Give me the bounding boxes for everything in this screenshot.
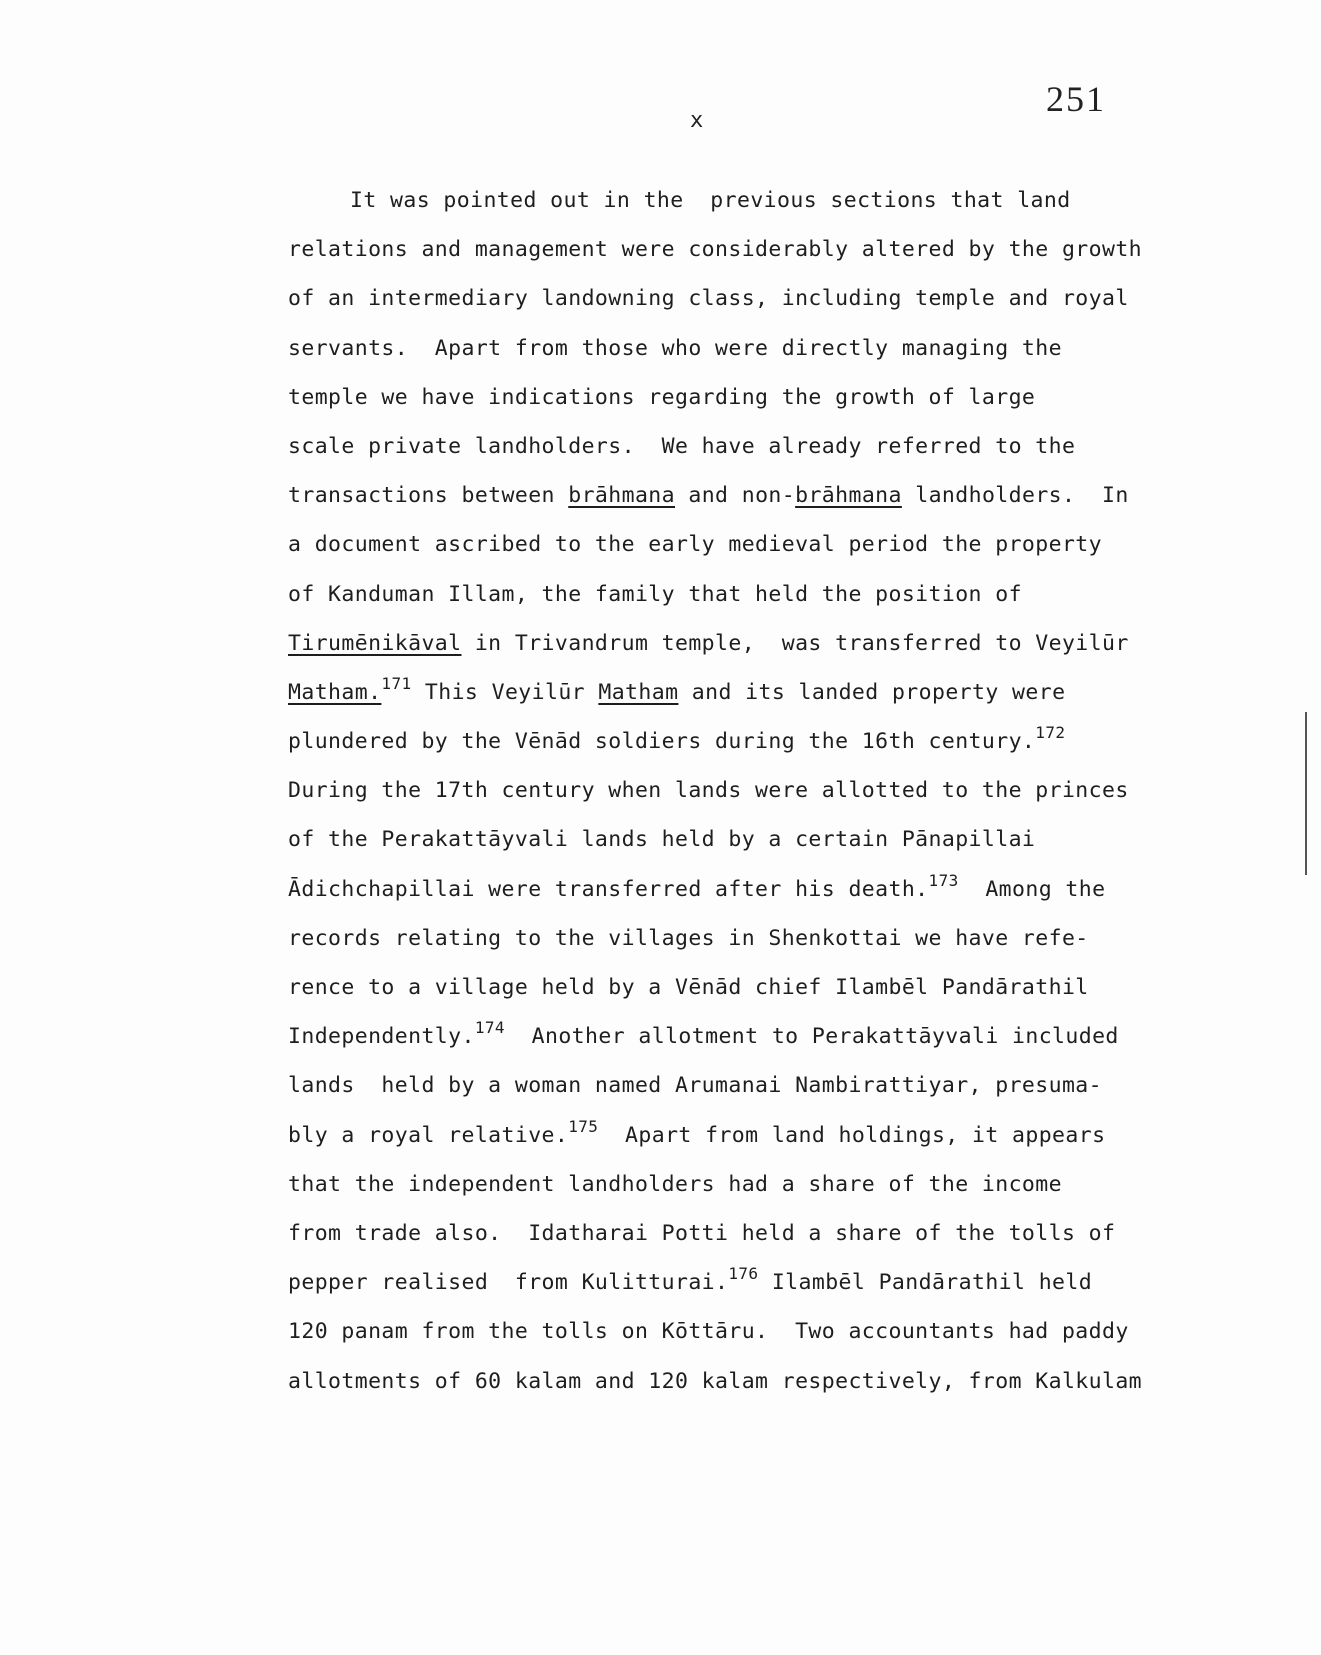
footnote-ref: 176 — [728, 1264, 759, 1284]
footnote-ref: 174 — [474, 1018, 505, 1038]
text-line: Independently.$^{174}$ Another allotment to Perakattāyvali included — [288, 1018, 1119, 1050]
section-mark: x — [690, 108, 704, 133]
text-line: Matham.$^{171}$ This Veyilūr Matham and its landed property were — [288, 673, 1066, 705]
footnote-ref: 173 — [928, 870, 959, 890]
underlined-term: brāhmana — [568, 483, 675, 509]
underlined-term: Tirumēnikāval — [288, 630, 462, 656]
text-line: a document ascribed to the early medieval period the property — [288, 532, 1102, 558]
text-line: It was pointed out in the previous sections that land — [350, 188, 1071, 213]
text-line: records relating to the villages in Shenkottai we have refe- — [288, 925, 1089, 951]
text-line: bly a royal relative.$^{175}$ Apart from land holdings, it appears — [288, 1116, 1106, 1148]
underlined-term: Matham. — [288, 679, 382, 705]
text-line: servants. Apart from those who were directly managing the — [288, 335, 1062, 361]
footnote-ref: 171 — [381, 673, 412, 693]
text-line: of an intermediary landowning class, including temple and royal — [288, 286, 1129, 312]
text-line: from trade also. Idatharai Potti held a share of the tolls of — [288, 1220, 1116, 1246]
text-line: scale private landholders. We have already referred to the — [288, 433, 1076, 459]
text-line: Ādichchapillai were transferred after his death.$^{173}$ Among the — [288, 870, 1106, 902]
text-line: of the Perakattāyvali lands held by a certain Pānapillai — [288, 827, 1036, 853]
text-line: Tirumēnikāval in Trivandrum temple, was transferred to Veyilūr — [288, 630, 1129, 656]
text-line: plundered by the Vēnād soldiers during the 16th century.$^{172}$ — [288, 723, 1066, 755]
footnote-ref: 172 — [1035, 723, 1066, 743]
body-paragraph — [288, 187, 1248, 1417]
underlined-term: Matham — [598, 679, 679, 705]
text-line: relations and management were considerably altered by the growth — [288, 237, 1143, 263]
text-line: temple we have indications regarding the growth of large — [288, 384, 1036, 410]
text-line: that the independent landholders had a share of the income — [288, 1171, 1062, 1197]
margin-line — [1305, 712, 1307, 875]
text-line: allotments of 60 kalam and 120 kalam respectively, from Kalkulam — [288, 1368, 1143, 1394]
text-line: transactions between brāhmana and non-brāhmana landholders. In — [288, 483, 1129, 509]
text-line: 120 panam from the tolls on Kōttāru. Two accountants had paddy — [288, 1319, 1129, 1345]
underlined-term: brāhmana — [795, 483, 902, 509]
text-line: pepper realised from Kulitturai.$^{176}$ Ilambēl Pandārathil held — [288, 1264, 1093, 1296]
text-line: rence to a village held by a Vēnād chief Ilambēl Pandārathil — [288, 975, 1089, 1000]
text-line: lands held by a woman named Arumanai Nambirattiyar, presuma- — [288, 1073, 1102, 1099]
text-line: During the 17th century when lands were allotted to the princes — [288, 778, 1129, 804]
text-line: of Kanduman Illam, the family that held the position of — [288, 581, 1022, 607]
page-number: 251 — [1046, 79, 1106, 119]
footnote-ref: 175 — [568, 1116, 599, 1136]
